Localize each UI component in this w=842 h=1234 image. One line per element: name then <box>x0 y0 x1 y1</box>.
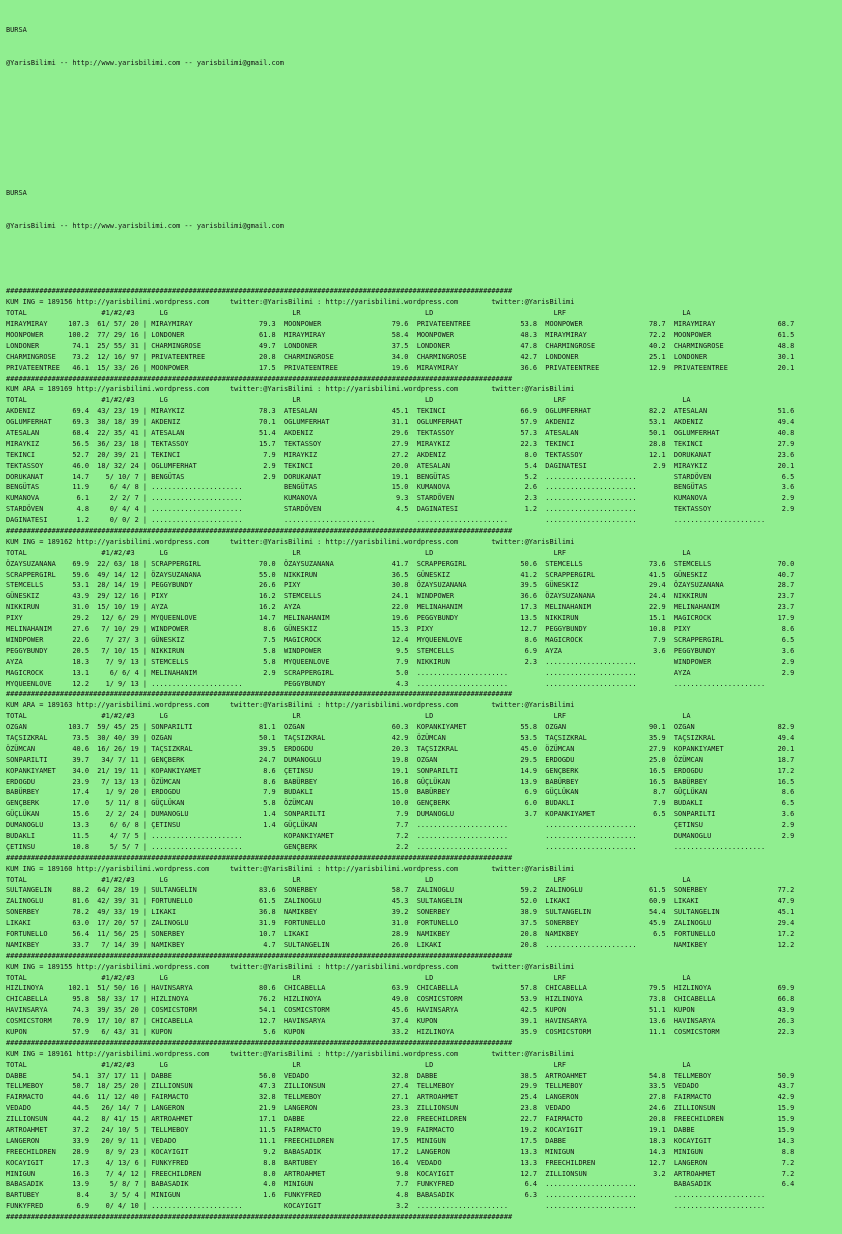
table-row: KOPANKIYAMET 34.0 21/ 19/ 11 | KOPANKIYAMET 8.6 ÇETINSU 19.1 SONPARILTI 14.9 GENÇBERK 16.5 ERDOGDU 17.2 <box>6 766 795 775</box>
table-row: GÜNESKIZ 43.9 29/ 12/ 16 | PIXY 16.2 STEMCELLS 24.1 WINDPOWER 36.6 ÖZAYSUZANANA 24.4 NIKKIRUN 23.7 <box>6 592 795 601</box>
table-row: TEKINCI 52.7 20/ 39/ 21 | TEKINCI 7.9 MIRAYKIZ 27.2 AKDENIZ 8.0 TEKTASSOY 12.1 DORUKANAT 23.6 <box>6 450 795 459</box>
table-row: DABBE 54.1 37/ 17/ 11 | DABBE 56.0 VEDADO 32.8 DABBE 38.5 ARTROAHMET 54.8 TELLMEBOY 50.9 <box>6 1071 795 1080</box>
contact-line: @YarisBilimi -- http://www.yarisbilimi.com -- yarisbilimi@gmail.com <box>6 222 284 231</box>
table-row: ERDOGDU 23.9 7/ 13/ 13 | ÖZÜMCAN 8.6 BABÜRBEY 16.8 GÜÇLÜKAN 13.9 BABÜRBEY 16.5 BABÜRBEY 16.5 <box>6 777 795 786</box>
table-row: LONDONER 74.1 25/ 55/ 31 | CHARMINGROSE 49.7 LONDONER 37.5 LONDONER 47.8 CHARMINGROSE 40.2 CHARMINGROSE 48.8 <box>6 341 795 350</box>
column-header-row: TOTAL #1/#2/#3 LG LR LD LRF LA <box>6 309 691 318</box>
column-header-row: TOTAL #1/#2/#3 LG LR LD LRF LA <box>6 875 691 884</box>
separator-line: ########################################################################################################################## <box>6 951 513 960</box>
separator-line: ########################################################################################################################## <box>6 287 513 296</box>
table-row: ÖZÜMCAN 40.6 16/ 26/ 19 | TAÇSIZKRAL 39.5 ERDOGDU 20.3 TAÇSIZKRAL 45.0 ÖZÜMCAN 27.9 KOPANKIYAMET 20.1 <box>6 744 795 753</box>
race-header: KUM ING = 189162 http://yarisbilimi.wordpress.com twitter:@YarisBilimi : http://yarisbilimi.wordpress.com twitter:@YarisBilimi <box>6 537 575 546</box>
table-row: DUMANOGLU 13.3 6/ 6/ 8 | ÇETINSU 1.4 GÜÇLÜKAN 7.7 ...................... ...................... ÇETINSU 2.9 <box>6 821 795 830</box>
table-row: TAÇSIZKRAL 73.5 30/ 40/ 39 | OZGAN 50.1 TAÇSIZKRAL 42.9 ÖZÜMCAN 53.5 TAÇSIZKRAL 35.9 TAÇSIZKRAL 49.4 <box>6 733 795 742</box>
separator-line: ########################################################################################################################## <box>6 1038 513 1047</box>
table-row: BARTUBEY 8.4 3/ 5/ 4 | MINIGUN 1.6 FUNKYFRED 4.8 BABASADIK 6.3 ...................... ...................... <box>6 1191 795 1200</box>
table-row: MAGICROCK 13.1 6/ 6/ 4 | MELINAHANIM 2.9 SCRAPPERGIRL 5.0 ...................... ...................... AYZA 2.9 <box>6 668 795 677</box>
separator-line: ########################################################################################################################## <box>6 853 513 862</box>
table-row: BENGÜTAS 11.9 6/ 4/ 8 | ...................... BENGÜTAS 15.0 KUMANOVA 2.6 ...................... BENGÜTAS 3.6 <box>6 483 795 492</box>
table-row: MINIGUN 16.3 7/ 4/ 12 | FREECHILDREN 8.0 ARTROAHMET 9.8 KOCAYIGIT 12.7 ZILLIONSUN 3.2 ARTROAHMET 7.2 <box>6 1169 795 1178</box>
table-row: SONERBEY 78.2 49/ 33/ 19 | LIKAKI 36.8 NAMIKBEY 39.2 SONERBEY 38.9 SULTANGELIN 54.4 SULTANGELIN 45.1 <box>6 908 795 917</box>
table-row: HAVINSARYA 74.3 39/ 35/ 20 | COSMICSTORM 54.1 COSMICSTORM 45.6 HAVINSARYA 42.5 KUPON 51.1 KUPON 43.9 <box>6 1006 795 1015</box>
table-row: PIXY 29.2 12/ 6/ 29 | MYQUEENLOVE 14.7 MELINAHANIM 19.6 PEGGYBUNDY 13.5 NIKKIRUN 15.1 MAGICROCK 17.9 <box>6 614 795 623</box>
table-row: STARDÖVEN 4.8 0/ 4/ 4 | ...................... STARDÖVEN 4.5 DAGINATESI 1.2 ...................... TEKTASSOY 2.9 <box>6 505 795 514</box>
table-row: BABÜRBEY 17.4 1/ 9/ 20 | ERDOGDU 7.9 BUDAKLI 15.0 BABÜRBEY 6.9 GÜÇLÜKAN 8.7 GÜÇLÜKAN 8.6 <box>6 788 795 797</box>
table-row: ÖZAYSUZANANA 69.9 22/ 63/ 18 | SCRAPPERGIRL 70.0 ÖZAYSUZANANA 41.7 SCRAPPERGIRL 50.6 STEMCELLS 73.6 STEMCELLS 70.0 <box>6 559 795 568</box>
table-row: PRIVATEENTREE 46.1 15/ 33/ 26 | MOONPOWER 17.5 PRIVATEENTREE 19.6 MIRAYMIRAY 36.6 PRIVATEENTREE 12.9 PRIVATEENTREE 20.1 <box>6 363 795 372</box>
table-row: SCRAPPERGIRL 59.6 49/ 14/ 12 | ÖZAYSUZANANA 55.0 NIKKIRUN 36.5 GÜNESKIZ 41.2 SCRAPPERGIRL 41.5 GÜNESKIZ 40.7 <box>6 570 795 579</box>
table-row: ZALINOGLU 81.6 42/ 39/ 31 | FORTUNELLO 61.5 ZALINOGLU 45.3 SULTANGELIN 52.0 LIKAKI 60.9 LIKAKI 47.9 <box>6 897 795 906</box>
table-row: MIRAYKIZ 56.5 36/ 23/ 18 | TEKTASSOY 15.7 TEKTASSOY 27.9 MIRAYKIZ 22.3 TEKINCI 28.8 TEKINCI 27.9 <box>6 439 795 448</box>
table-row: DORUKANAT 14.7 5/ 10/ 7 | BENGÜTAS 2.9 DORUKANAT 19.1 BENGÜTAS 5.2 ...................... STARDÖVEN 6.5 <box>6 472 795 481</box>
separator-line: ########################################################################################################################## <box>6 527 513 536</box>
column-header-row: TOTAL #1/#2/#3 LG LR LD LRF LA <box>6 1060 691 1069</box>
table-row: TELLMEBOY 50.7 18/ 25/ 20 | ZILLIONSUN 47.3 ZILLIONSUN 27.4 TELLMEBOY 29.9 TELLMEBOY 33.5 VEDADO 43.7 <box>6 1082 795 1091</box>
table-row: NAMIKBEY 33.7 7/ 14/ 39 | NAMIKBEY 4.7 SULTANGELIN 26.0 LIKAKI 20.8 ...................... NAMIKBEY 12.2 <box>6 940 795 949</box>
table-row: AYZA 18.3 7/ 9/ 13 | STEMCELLS 5.8 MYQUEENLOVE 7.9 NIKKIRUN 2.3 ...................... WINDPOWER 2.9 <box>6 657 795 666</box>
table-row: TEKTASSOY 46.0 18/ 32/ 24 | OGLUMFERHAT 2.9 TEKINCI 20.0 ATESALAN 5.4 DAGINATESI 2.9 MIRAYKIZ 20.1 <box>6 461 795 470</box>
table-row: LIKAKI 63.0 17/ 20/ 57 | ZALINOGLU 31.9 FORTUNELLO 31.0 FORTUNELLO 37.5 SONERBEY 45.9 ZALINOGLU 29.4 <box>6 919 795 928</box>
table-row: ATESALAN 68.4 22/ 35/ 41 | ATESALAN 51.4 AKDENIZ 29.6 TEKTASSOY 57.3 ATESALAN 50.1 OGLUMFERHAT 40.8 <box>6 429 795 438</box>
race-header: KUM ING = 189156 http://yarisbilimi.wordpress.com twitter:@YarisBilimi : http://yarisbilimi.wordpress.com twitter:@YarisBilimi <box>6 298 575 307</box>
table-row: MELINAHANIM 27.6 7/ 10/ 29 | WINDPOWER 8.6 GÜNESKIZ 15.3 PIXY 12.7 PEGGYBUNDY 10.8 PIXY 8.6 <box>6 625 795 634</box>
separator-line: ########################################################################################################################## <box>6 690 513 699</box>
table-row: SULTANGELIN 88.2 64/ 28/ 19 | SULTANGELIN 83.6 SONERBEY 58.7 ZALINOGLU 59.2 ZALINOGLU 61.5 SONERBEY 77.2 <box>6 886 795 895</box>
table-row: KUMANOVA 6.1 2/ 2/ 7 | ...................... KUMANOVA 9.3 STARDÖVEN 2.3 ...................... KUMANOVA 2.9 <box>6 494 795 503</box>
table-row: AKDENIZ 69.4 43/ 23/ 19 | MIRAYKIZ 78.3 ATESALAN 45.1 TEKINCI 66.9 OGLUMFERHAT 82.2 ATESALAN 51.6 <box>6 407 795 416</box>
table-row: CHARMINGROSE 73.2 12/ 16/ 97 | PRIVATEENTREE 20.8 CHARMINGROSE 34.0 CHARMINGROSE 42.7 LONDONER 25.1 LONDONER 30.1 <box>6 352 795 361</box>
table-row: ARTROAHMET 37.2 24/ 10/ 5 | TELLMEBOY 11.5 FAIRMACTO 19.9 FAIRMACTO 19.2 KOCAYIGIT 19.1 DABBE 15.9 <box>6 1126 795 1135</box>
table-row: ZILLIONSUN 44.2 8/ 41/ 15 | ARTROAHMET 17.1 DABBE 22.0 FREECHILDREN 22.7 FAIRMACTO 20.8 FREECHILDREN 15.9 <box>6 1115 795 1124</box>
table-row: FAIRMACTO 44.6 11/ 12/ 40 | FAIRMACTO 32.8 TELLMEBOY 27.1 ARTROAHMET 25.4 LANGERON 27.8 FAIRMACTO 42.9 <box>6 1093 795 1102</box>
column-header-row: TOTAL #1/#2/#3 LG LR LD LRF LA <box>6 396 691 405</box>
table-row: ÇETINSU 10.8 5/ 5/ 7 | ...................... GENÇBERK 2.2 ...................... ...................... ...................... <box>6 842 795 851</box>
table-row: OZGAN 103.7 59/ 45/ 25 | SONPARILTI 81.1 OZGAN 60.3 KOPANKIYAMET 55.8 OZGAN 90.1 OZGAN 82.9 <box>6 723 795 732</box>
table-row: FORTUNELLO 56.4 11/ 56/ 25 | SONERBEY 10.7 LIKAKI 28.9 NAMIKBEY 20.8 NAMIKBEY 6.5 FORTUNELLO 17.2 <box>6 929 795 938</box>
table-row: OGLUMFERHAT 69.3 38/ 18/ 39 | AKDENIZ 70.1 OGLUMFERHAT 31.1 OGLUMFERHAT 57.9 AKDENIZ 53.1 AKDENIZ 49.4 <box>6 418 795 427</box>
table-row: GÜÇLÜKAN 15.6 2/ 2/ 24 | DUMANOGLU 1.4 SONPARILTI 7.9 DUMANOGLU 3.7 KOPANKIYAMET 6.5 SONPARILTI 3.6 <box>6 810 795 819</box>
table-row: KUPON 57.9 6/ 43/ 31 | KUPON 5.6 KUPON 33.2 HIZLINOYA 35.9 COSMICSTORM 11.1 COSMICSTORM 22.3 <box>6 1028 795 1036</box>
table-row: SONPARILTI 39.7 34/ 7/ 11 | GENÇBERK 24.7 DUMANOGLU 19.8 OZGAN 29.5 ERDOGDU 25.0 ÖZÜMCAN 18.7 <box>6 755 795 764</box>
column-header-row: TOTAL #1/#2/#3 LG LR LD LRF LA <box>6 973 691 982</box>
column-header-row: TOTAL #1/#2/#3 LG LR LD LRF LA <box>6 712 691 721</box>
table-row: COSMICSTORM 70.9 17/ 10/ 87 | CHICABELLA 12.7 HAVINSARYA 37.4 KUPON 39.1 HAVINSARYA 13.6 HAVINSARYA 26.3 <box>6 1017 795 1026</box>
table-row: WINDPOWER 22.6 7/ 27/ 3 | GÜNESKIZ 7.5 MAGICROCK 12.4 MYQUEENLOVE 8.6 MAGICROCK 7.9 SCRAPPERGIRL 6.5 <box>6 635 795 644</box>
race-header: KUM ARA = 189169 http://yarisbilimi.wordpress.com twitter:@YarisBilimi : http://yarisbilimi.wordpress.com twitter:@YarisBilimi <box>6 385 575 394</box>
table-row: KOCAYIGIT 17.3 4/ 13/ 6 | FUNKYFRED 8.8 BARTUBEY 16.4 VEDADO 13.3 FREECHILDREN 12.7 LANGERON 7.2 <box>6 1158 795 1167</box>
separator-line: ########################################################################################################################## <box>6 374 513 383</box>
race-tables <box>6 286 838 1223</box>
table-row: FREECHILDREN 28.9 8/ 9/ 23 | KOCAYIGIT 9.2 BABASADIK 17.2 LANGERON 13.3 MINIGUN 14.3 MINIGUN 8.8 <box>6 1147 795 1156</box>
table-row: BABASADIK 13.9 5/ 8/ 7 | BABASADIK 4.0 MINIGUN 7.7 FUNKYFRED 6.4 ...................... BABASADIK 6.4 <box>6 1180 795 1189</box>
table-row: MOONPOWER 100.2 77/ 29/ 16 | LONDONER 61.8 MIRAYMIRAY 58.4 MOONPOWER 48.3 MIRAYMIRAY 72.2 MOONPOWER 61.5 <box>6 331 795 339</box>
table-row: MYQUEENLOVE 12.2 1/ 9/ 13 | ...................... PEGGYBUNDY 4.3 ...................... ...................... ...................... <box>6 679 795 688</box>
city-title: BURSA <box>6 189 27 198</box>
table-row: BUDAKLI 11.5 4/ 7/ 5 | ...................... KOPANKIYAMET 7.2 ...................... ...................... DUMANOGLU 2.9 <box>6 831 795 840</box>
table-row: FUNKYFRED 6.9 0/ 4/ 10 | ...................... KOCAYIGIT 3.2 ...................... ...................... ...................... <box>6 1202 795 1211</box>
results-document <box>6 3 838 1234</box>
table-row: DAGINATESI 1.2 0/ 0/ 2 | ...................... ...................... ...................... ...................... ...................... <box>6 516 795 525</box>
table-row: MIRAYMIRAY 107.3 61/ 57/ 20 | MIRAYMIRAY 79.3 MOONPOWER 79.6 PRIVATEENTREE 53.8 MOONPOWER 78.7 MIRAYMIRAY 68.7 <box>6 320 795 329</box>
table-row: HIZLINOYA 102.1 51/ 50/ 16 | HAVINSARYA 80.6 CHICABELLA 63.9 CHICABELLA 57.8 CHICABELLA 79.5 HIZLINOYA 69.9 <box>6 984 795 993</box>
table-row: NIKKIRUN 31.0 15/ 10/ 19 | AYZA 16.2 AYZA 22.0 MELINAHANIM 17.3 MELINAHANIM 22.9 MELINAHANIM 23.7 <box>6 603 795 612</box>
table-row: CHICABELLA 95.8 58/ 33/ 17 | HIZLINOYA 76.2 HIZLINOYA 49.0 COSMICSTORM 53.9 HIZLINOYA 73.8 CHICABELLA 66.8 <box>6 995 795 1004</box>
race-header: KUM ING = 189161 http://yarisbilimi.wordpress.com twitter:@YarisBilimi : http://yarisbilimi.wordpress.com twitter:@YarisBilimi <box>6 1049 575 1058</box>
contact-line: @YarisBilimi -- http://www.yarisbilimi.com -- yarisbilimi@gmail.com <box>6 58 284 67</box>
table-row: LANGERON 33.9 20/ 9/ 11 | VEDADO 11.1 FREECHILDREN 17.5 MINIGUN 17.5 DABBE 18.3 KOCAYIGIT 14.3 <box>6 1136 795 1145</box>
city-title: BURSA <box>6 25 27 34</box>
separator-line: ########################################################################################################################## <box>6 1213 513 1222</box>
table-row: STEMCELLS 53.1 28/ 14/ 19 | PEGGYBUNDY 26.6 PIXY 30.8 ÖZAYSUZANANA 39.5 GÜNESKIZ 29.4 ÖZAYSUZANANA 28.7 <box>6 581 795 590</box>
table-row: VEDADO 44.5 26/ 14/ 7 | LANGERON 21.9 LANGERON 23.3 ZILLIONSUN 23.8 VEDADO 24.6 ZILLIONSUN 15.9 <box>6 1104 795 1113</box>
table-row: GENÇBERK 17.0 5/ 11/ 8 | GÜÇLÜKAN 5.8 ÖZÜMCAN 10.0 GENÇBERK 6.0 BUDAKLI 7.9 BUDAKLI 6.5 <box>6 799 795 808</box>
race-header: KUM ING = 189160 http://yarisbilimi.wordpress.com twitter:@YarisBilimi : http://yarisbilimi.wordpress.com twitter:@YarisBilimi <box>6 864 575 873</box>
race-header: KUM ING = 189155 http://yarisbilimi.wordpress.com twitter:@YarisBilimi : http://yarisbilimi.wordpress.com twitter:@YarisBilimi <box>6 962 575 971</box>
column-header-row: TOTAL #1/#2/#3 LG LR LD LRF LA <box>6 548 691 557</box>
table-row: PEGGYBUNDY 20.5 7/ 10/ 15 | NIKKIRUN 5.8 WINDPOWER 9.5 STEMCELLS 6.9 AYZA 3.6 PEGGYBUNDY 3.6 <box>6 646 795 655</box>
race-header: KUM ARA = 189163 http://yarisbilimi.wordpress.com twitter:@YarisBilimi : http://yarisbilimi.wordpress.com twitter:@YarisBilimi <box>6 701 575 710</box>
